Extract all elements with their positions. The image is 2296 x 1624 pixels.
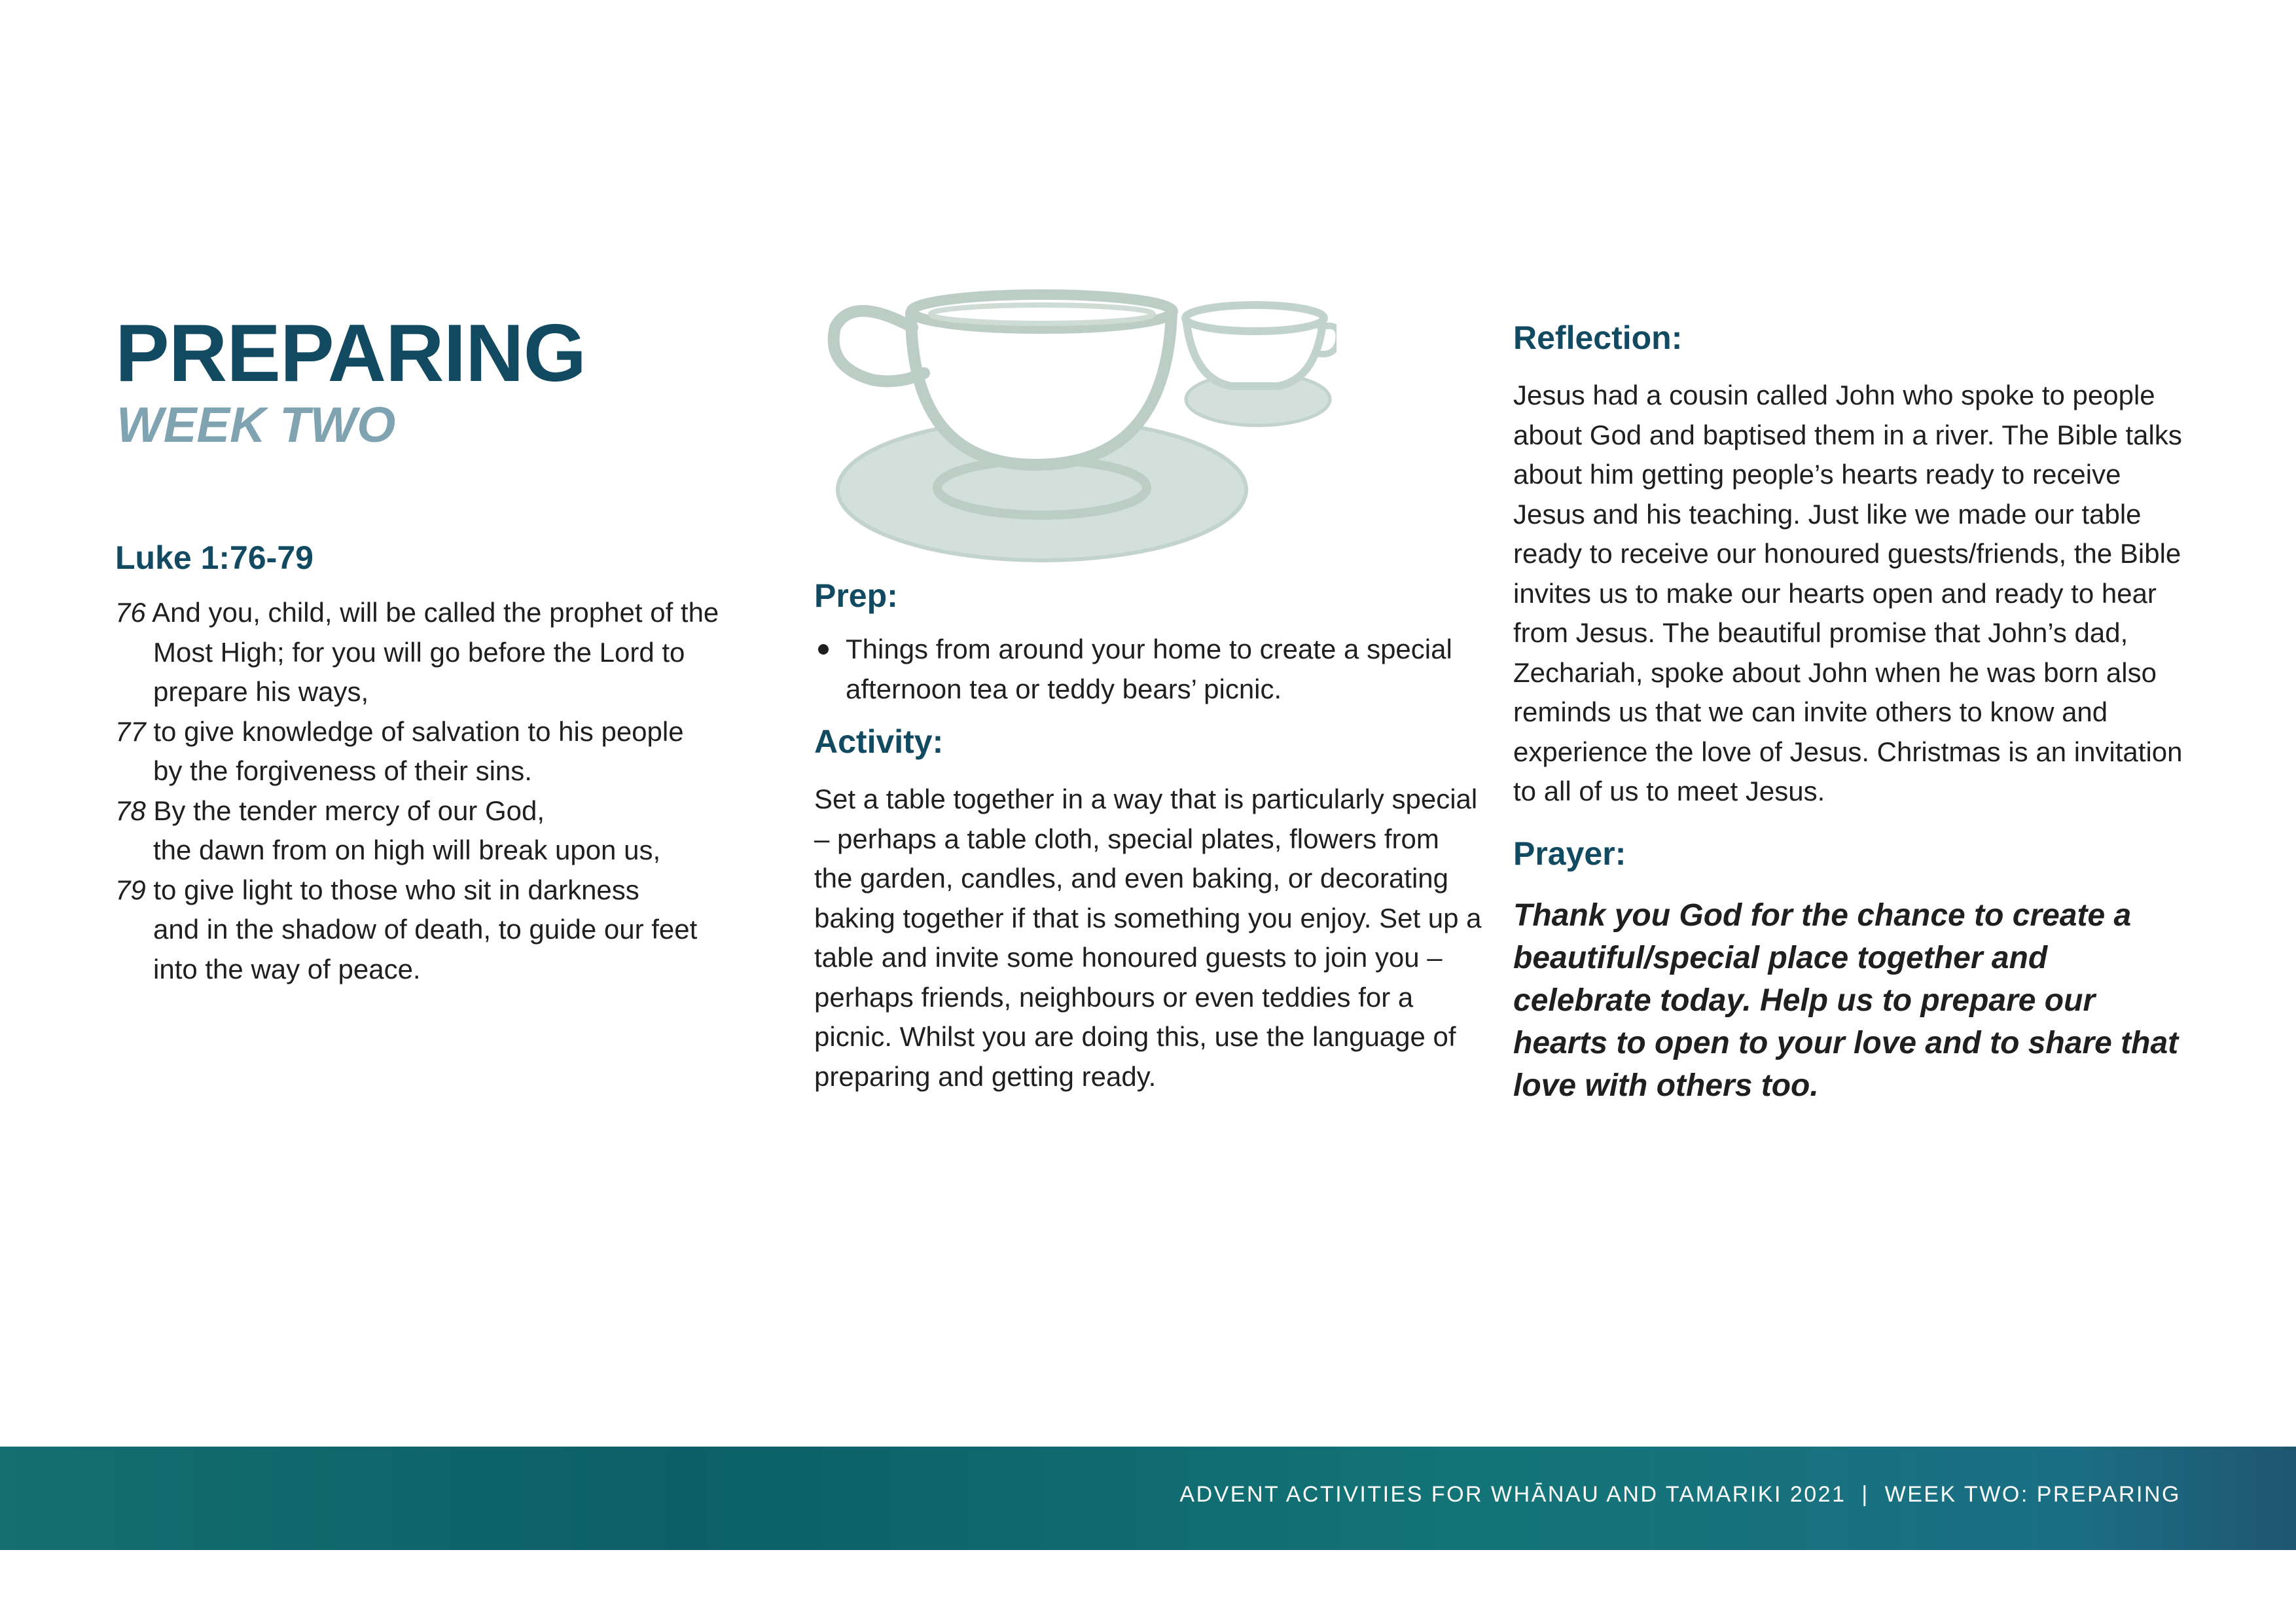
list-item	[814, 630, 1482, 709]
prayer-heading: Prayer:	[1513, 835, 1626, 872]
activity-heading: Activity:	[814, 723, 944, 760]
bullet-icon	[818, 644, 829, 655]
activity-text: Set a table together in a way that is particularly special – perhaps a table cloth, special plates, flowers from the garden, candles, and even baking, or decorating baking together if that is something you enjoy. Set up a table and invite some honoured guests to join you – perhaps friends, neighbours or even teddies for a picnic. Whilst you are doing this, use the language of preparing and getting ready.	[814, 784, 1482, 1092]
verse-number: 79	[115, 874, 146, 905]
scripture-section	[115, 538, 757, 989]
verse-text: to give knowledge of salvation to his people	[153, 715, 684, 747]
teacup-illustration	[826, 281, 1336, 569]
verse-79	[115, 871, 757, 990]
verse-text: And you, child, will be called the prophet of the	[152, 597, 719, 628]
verse-text: into the way of peace.	[153, 953, 421, 984]
verse-text: and in the shadow of death, to guide our feet	[153, 914, 698, 945]
verse-text: Most High; for you will go before the Lord to	[153, 636, 685, 668]
activity-section	[814, 576, 1482, 1096]
verse-text: By the tender mercy of our God,	[153, 795, 545, 826]
prep-heading: Prep:	[814, 577, 898, 614]
page-title: PREPARING	[115, 308, 586, 399]
verse-text: the dawn from on high will break upon us,	[153, 835, 661, 865]
page-subtitle: WEEK TWO	[117, 397, 396, 453]
verse-76	[115, 593, 757, 712]
verse-number: 76	[115, 597, 146, 628]
reflection-heading: Reflection:	[1513, 319, 1683, 356]
prep-list	[814, 630, 1482, 709]
verse-78	[115, 791, 757, 871]
verse-text: prepare his ways,	[153, 676, 369, 707]
verse-77	[115, 712, 757, 791]
scripture-heading: Luke 1:76-79	[115, 539, 314, 576]
prayer-text: Thank you God for the chance to create a beautiful/special place together and celebrate today. Help us to prepare our hearts to open to your love and to share that love with others too.	[1513, 897, 2179, 1103]
footer-text: ADVENT ACTIVITIES FOR WHĀNAU AND TAMARIKI 2021 | WEEK TWO: PREPARING	[1179, 1482, 2181, 1507]
verse-text: by the forgiveness of their sins.	[153, 755, 532, 786]
verse-number: 77	[115, 715, 146, 747]
reflection-text: Jesus had a cousin called John who spoke to people about God and baptised them in a river. The Bible talks about him getting people’s hearts ready to receive Jesus and his teaching. Just like we made our table ready to receive our honoured guests/friends, the Bible invites us to make our hearts open and ready to hear from Jesus. The beautiful promise that John’s dad, Zechariah, spoke about John when he was born also reminds us that we can invite others to know and experience the love of Jesus. Christmas is an invitation to all of us to meet Jesus.	[1513, 380, 2183, 806]
verse-number: 78	[115, 795, 146, 826]
list-item-text: Things from around your home to create a special afternoon tea or teddy bears’ picnic.	[846, 634, 1452, 704]
footer-band	[0, 1447, 2296, 1550]
verse-text: to give light to those who sit in darkness	[153, 874, 639, 905]
reflection-section	[1513, 318, 2194, 1138]
